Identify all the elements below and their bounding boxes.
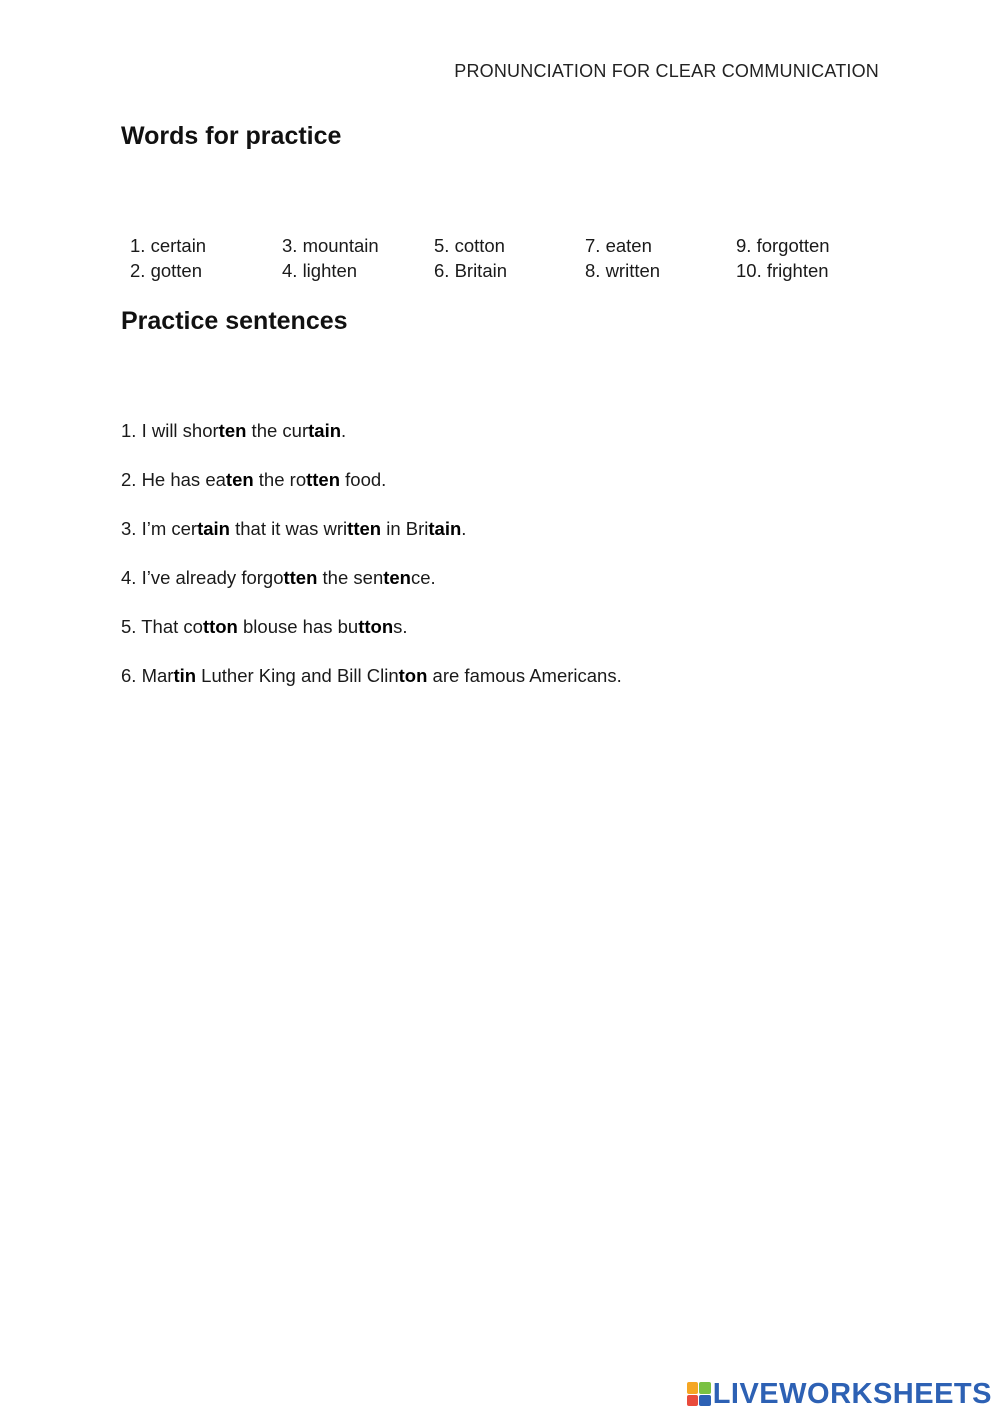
highlighted-syllable: ten xyxy=(218,420,247,441)
liveworksheets-logo-icon xyxy=(687,1382,711,1406)
logo-square xyxy=(699,1395,711,1407)
sentence-text: food. xyxy=(340,469,387,490)
practice-sentence xyxy=(121,419,881,468)
highlighted-syllable: tain xyxy=(308,420,342,441)
sentence-text: that it was wri xyxy=(229,518,348,539)
sentence-text: s. xyxy=(393,616,408,637)
sentence-text: 6. Mar xyxy=(121,665,174,686)
word-item: 7. eaten xyxy=(585,235,652,256)
practice-sentence xyxy=(121,566,881,615)
logo-square xyxy=(699,1382,711,1394)
word-item: 4. lighten xyxy=(282,260,358,281)
word-item: 6. Britain xyxy=(434,260,508,281)
highlighted-syllable: ten xyxy=(225,469,254,490)
sentence-text: in Bri xyxy=(381,518,429,539)
highlighted-syllable: ton xyxy=(398,665,428,686)
sentence-text: the sen xyxy=(317,567,384,588)
words-section-title: Words for practice xyxy=(121,122,342,150)
highlighted-syllable: tain xyxy=(197,518,230,539)
highlighted-syllable: tten xyxy=(283,567,318,588)
highlighted-syllable: ten xyxy=(383,567,411,588)
logo-square xyxy=(687,1382,699,1394)
highlighted-syllable: tton xyxy=(202,616,238,637)
sentence-text: the cur xyxy=(246,420,309,441)
sentence-text: 4. I’ve already forgo xyxy=(121,567,284,588)
word-item: 8. written xyxy=(585,260,661,281)
word-item: 10. frighten xyxy=(736,260,829,281)
highlighted-syllable: tten xyxy=(347,518,382,539)
sentence-list xyxy=(121,419,881,713)
liveworksheets-brand xyxy=(687,1379,992,1409)
practice-sentence xyxy=(121,615,881,664)
sentences-section-title: Practice sentences xyxy=(121,307,348,335)
brand-text: LIVEWORKSHEETS xyxy=(712,1378,992,1410)
word-item: 2. gotten xyxy=(130,260,203,281)
sentence-text: blouse has bu xyxy=(237,616,359,637)
word-item: 5. cotton xyxy=(434,235,505,256)
sentence-text: 5. That co xyxy=(121,616,203,637)
practice-sentence xyxy=(121,468,881,517)
sentence-text: are famous Americans. xyxy=(427,665,622,686)
practice-sentence xyxy=(121,517,881,566)
header-label: PRONUNCIATION FOR CLEAR COMMUNICATION xyxy=(454,61,879,81)
highlighted-syllable: tten xyxy=(306,469,341,490)
word-list xyxy=(130,233,886,283)
word-item: 3. mountain xyxy=(282,235,379,256)
sentence-text: . xyxy=(461,518,467,539)
highlighted-syllable: tin xyxy=(173,665,197,686)
sentence-text: the ro xyxy=(253,469,307,490)
highlighted-syllable: tton xyxy=(358,616,394,637)
word-item: 1. certain xyxy=(130,235,207,256)
practice-sentence xyxy=(121,664,881,713)
sentence-text: ce. xyxy=(410,567,436,588)
word-item: 9. forgotten xyxy=(736,235,830,256)
sentence-text: . xyxy=(341,420,347,441)
logo-square xyxy=(687,1395,699,1407)
sentence-text: Luther King and Bill Clin xyxy=(196,665,399,686)
sentence-text: 1. I will shor xyxy=(121,420,219,441)
highlighted-syllable: tain xyxy=(428,518,462,539)
sentence-text: 3. I’m cer xyxy=(121,518,198,539)
sentence-text: 2. He has ea xyxy=(121,469,226,490)
